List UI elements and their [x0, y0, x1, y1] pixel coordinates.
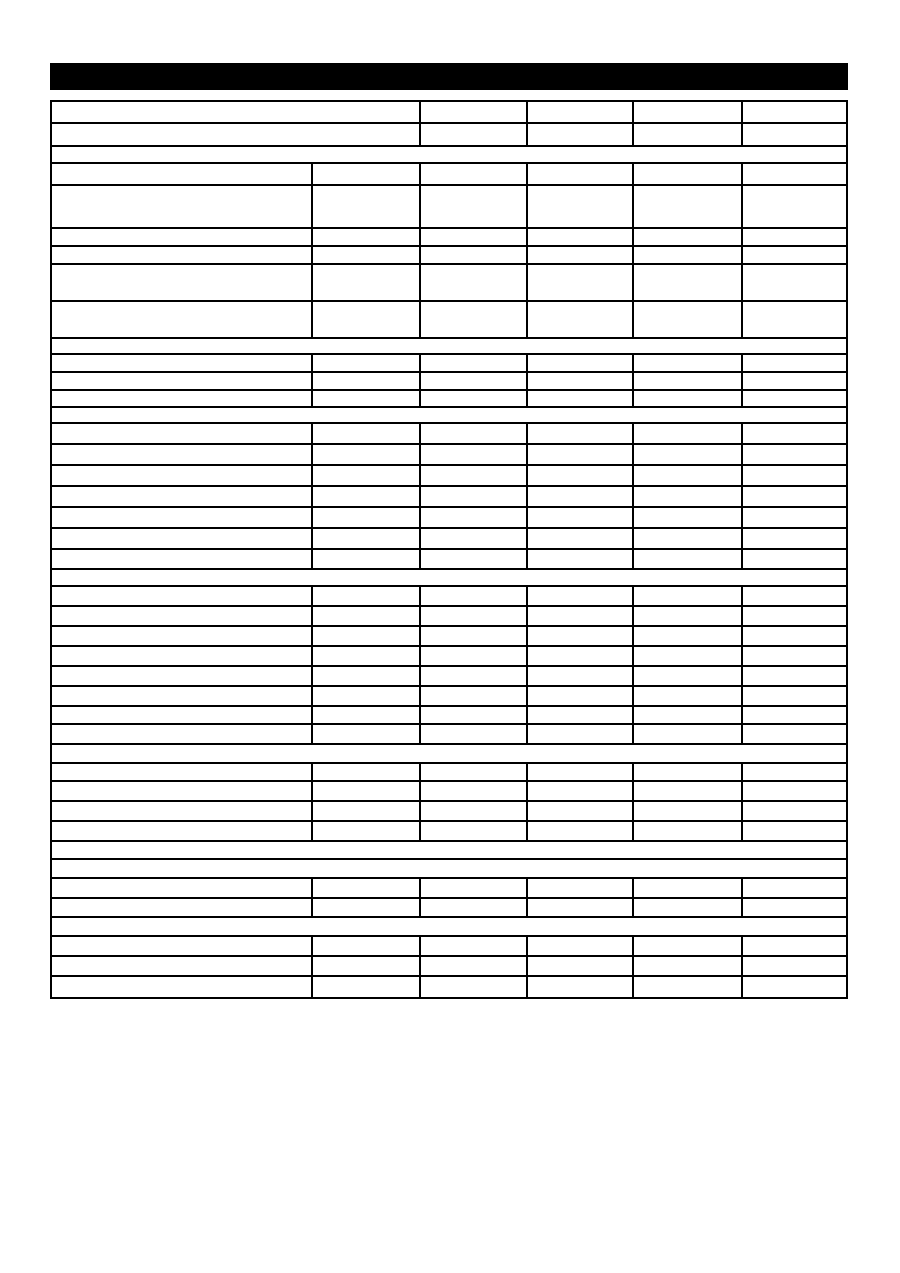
- table-cell: [528, 508, 634, 527]
- table-cell: [313, 229, 421, 245]
- table-cell: [52, 355, 313, 371]
- table-cell: [634, 508, 743, 527]
- table-cell: [52, 124, 421, 145]
- table-cell: [421, 725, 528, 743]
- table-row: [52, 707, 846, 725]
- table-cell: [421, 302, 528, 337]
- table-cell: [528, 802, 634, 820]
- table-row: [52, 487, 846, 508]
- table-cell: [52, 424, 313, 443]
- table-cell: [634, 899, 743, 916]
- table-row: [52, 424, 846, 445]
- table-cell: [421, 782, 528, 800]
- table-cell: [313, 764, 421, 780]
- table-cell: [421, 466, 528, 485]
- table-cell: [634, 782, 743, 800]
- table-row: [52, 587, 846, 607]
- table-cell: [743, 977, 846, 997]
- table-cell: [52, 607, 313, 625]
- table-cell: [313, 529, 421, 548]
- table-cell: [421, 764, 528, 780]
- table-cell: [313, 445, 421, 464]
- table-cell: [313, 822, 421, 840]
- table-cell: [528, 247, 634, 263]
- table-cell: [743, 707, 846, 723]
- table-cell: [528, 957, 634, 975]
- table-cell: [313, 707, 421, 723]
- table-row: [52, 373, 846, 391]
- table-row: [52, 687, 846, 707]
- table-row: [52, 607, 846, 627]
- table-cell: [634, 445, 743, 464]
- table-cell: [634, 627, 743, 645]
- table-row: [52, 229, 846, 247]
- section-divider-row: [52, 918, 846, 937]
- table-cell: [52, 627, 313, 645]
- table-cell: [528, 391, 634, 406]
- section-cell: [52, 745, 846, 762]
- table-row: [52, 879, 846, 899]
- table-row: [52, 445, 846, 466]
- table-row: [52, 725, 846, 745]
- table-cell: [421, 186, 528, 227]
- table-cell: [52, 647, 313, 665]
- table-cell: [313, 627, 421, 645]
- table-cell: [528, 186, 634, 227]
- table-cell: [421, 587, 528, 605]
- table-cell: [528, 550, 634, 568]
- table-cell: [52, 802, 313, 820]
- table-cell: [743, 607, 846, 625]
- table-cell: [528, 725, 634, 743]
- table-row: [52, 627, 846, 647]
- table-cell: [743, 550, 846, 568]
- table-cell: [528, 899, 634, 916]
- table-cell: [528, 782, 634, 800]
- table-cell: [743, 899, 846, 916]
- table-row: [52, 391, 846, 408]
- table-cell: [528, 687, 634, 705]
- table-cell: [634, 802, 743, 820]
- section-cell: [52, 408, 846, 422]
- section-divider-row: [52, 745, 846, 764]
- section-divider-row: [52, 570, 846, 587]
- table-cell: [52, 550, 313, 568]
- table-cell: [313, 373, 421, 389]
- table-cell: [743, 487, 846, 506]
- table-cell: [52, 265, 313, 300]
- table-cell: [313, 355, 421, 371]
- table-cell: [52, 667, 313, 685]
- table-cell: [421, 802, 528, 820]
- table-cell: [313, 302, 421, 337]
- table-cell: [52, 879, 313, 897]
- section-cell: [52, 147, 846, 162]
- table-row: [52, 529, 846, 550]
- table-cell: [743, 687, 846, 705]
- table-cell: [421, 391, 528, 406]
- table-cell: [528, 879, 634, 897]
- table-cell: [528, 373, 634, 389]
- table-cell: [313, 587, 421, 605]
- table-cell: [313, 607, 421, 625]
- table-cell: [743, 782, 846, 800]
- table-cell: [528, 937, 634, 955]
- table-row: [52, 667, 846, 687]
- table-cell: [313, 466, 421, 485]
- table-cell: [528, 764, 634, 780]
- table-cell: [313, 164, 421, 184]
- table-cell: [634, 124, 743, 145]
- table-cell: [743, 424, 846, 443]
- table-cell: [313, 667, 421, 685]
- table-cell: [528, 302, 634, 337]
- table-cell: [634, 687, 743, 705]
- table-cell: [634, 487, 743, 506]
- table-cell: [528, 707, 634, 723]
- table-cell: [743, 355, 846, 371]
- table-cell: [528, 647, 634, 665]
- table-row: [52, 550, 846, 570]
- table-cell: [421, 247, 528, 263]
- table-cell: [421, 607, 528, 625]
- table-cell: [421, 164, 528, 184]
- table-cell: [743, 508, 846, 527]
- table-cell: [52, 445, 313, 464]
- section-cell: [52, 918, 846, 935]
- table-row: [52, 508, 846, 529]
- table-cell: [421, 822, 528, 840]
- table-cell: [743, 647, 846, 665]
- table-cell: [528, 229, 634, 245]
- section-cell: [52, 842, 846, 858]
- table-cell: [52, 822, 313, 840]
- table-cell: [421, 550, 528, 568]
- table-cell: [313, 879, 421, 897]
- table-cell: [52, 957, 313, 975]
- table-cell: [743, 265, 846, 300]
- table-cell: [634, 587, 743, 605]
- table-cell: [421, 265, 528, 300]
- table-cell: [421, 508, 528, 527]
- table-cell: [421, 229, 528, 245]
- table-cell: [313, 977, 421, 997]
- table-cell: [313, 508, 421, 527]
- table-cell: [528, 977, 634, 997]
- table-row: [52, 355, 846, 373]
- table-cell: [528, 607, 634, 625]
- table-cell: [634, 355, 743, 371]
- table-cell: [52, 707, 313, 723]
- table-cell: [528, 487, 634, 506]
- table-cell: [634, 265, 743, 300]
- table-row: [52, 764, 846, 782]
- table-cell: [421, 647, 528, 665]
- table-row: [52, 265, 846, 302]
- table-cell: [421, 445, 528, 464]
- table-cell: [313, 899, 421, 916]
- table-cell: [313, 957, 421, 975]
- table-cell: [421, 707, 528, 723]
- table-cell: [313, 782, 421, 800]
- table-cell: [528, 627, 634, 645]
- table-cell: [634, 229, 743, 245]
- table-row: [52, 247, 846, 265]
- table-cell: [528, 822, 634, 840]
- table-cell: [52, 937, 313, 955]
- table-cell: [52, 529, 313, 548]
- table-cell: [743, 302, 846, 337]
- table-cell: [52, 687, 313, 705]
- table-cell: [743, 373, 846, 389]
- table-cell: [313, 265, 421, 300]
- table-cell: [52, 373, 313, 389]
- table-cell: [52, 508, 313, 527]
- table-cell: [52, 229, 313, 245]
- table-cell: [743, 529, 846, 548]
- table-cell: [743, 186, 846, 227]
- table-row: [52, 302, 846, 339]
- table-cell: [52, 977, 313, 997]
- table-cell: [743, 764, 846, 780]
- table-cell: [52, 186, 313, 227]
- table-cell: [743, 102, 846, 122]
- table-cell: [421, 687, 528, 705]
- table-cell: [313, 391, 421, 406]
- table-cell: [743, 466, 846, 485]
- section-cell: [52, 570, 846, 585]
- table-row: [52, 102, 846, 124]
- table-row: [52, 899, 846, 918]
- table-cell: [52, 487, 313, 506]
- table-cell: [634, 879, 743, 897]
- table-cell: [634, 725, 743, 743]
- redacted-header-bar: [50, 63, 848, 90]
- table-row: [52, 124, 846, 147]
- table-cell: [634, 391, 743, 406]
- table-cell: [634, 607, 743, 625]
- table-row: [52, 937, 846, 957]
- table-cell: [528, 265, 634, 300]
- table-cell: [634, 977, 743, 997]
- table-cell: [634, 764, 743, 780]
- table-cell: [743, 124, 846, 145]
- table-cell: [421, 424, 528, 443]
- section-divider-row: [52, 339, 846, 355]
- table-cell: [743, 229, 846, 245]
- table-cell: [421, 487, 528, 506]
- table-cell: [313, 647, 421, 665]
- table-cell: [743, 879, 846, 897]
- table-cell: [743, 247, 846, 263]
- table-cell: [634, 466, 743, 485]
- table-row: [52, 164, 846, 186]
- table-cell: [743, 627, 846, 645]
- table-cell: [634, 667, 743, 685]
- table-cell: [634, 186, 743, 227]
- table-cell: [421, 899, 528, 916]
- table-cell: [743, 445, 846, 464]
- table-cell: [313, 550, 421, 568]
- table-cell: [634, 373, 743, 389]
- table-cell: [52, 164, 313, 184]
- table-cell: [421, 529, 528, 548]
- table-cell: [52, 899, 313, 916]
- table-row: [52, 957, 846, 977]
- table-cell: [313, 725, 421, 743]
- table-cell: [634, 957, 743, 975]
- table-cell: [313, 186, 421, 227]
- section-divider-row: [52, 147, 846, 164]
- table-cell: [52, 102, 421, 122]
- table-cell: [528, 424, 634, 443]
- section-divider-row: [52, 842, 846, 860]
- table-cell: [528, 164, 634, 184]
- table-cell: [52, 302, 313, 337]
- table-cell: [52, 764, 313, 780]
- table-cell: [313, 487, 421, 506]
- table-cell: [634, 937, 743, 955]
- table-cell: [743, 725, 846, 743]
- table-cell: [743, 587, 846, 605]
- table-cell: [421, 957, 528, 975]
- table-cell: [634, 647, 743, 665]
- table-cell: [421, 373, 528, 389]
- table-cell: [421, 124, 528, 145]
- table-cell: [743, 937, 846, 955]
- table-cell: [634, 302, 743, 337]
- table-row: [52, 466, 846, 487]
- table-cell: [634, 529, 743, 548]
- section-cell: [52, 860, 846, 877]
- table-row: [52, 782, 846, 802]
- table-cell: [634, 707, 743, 723]
- table-cell: [421, 977, 528, 997]
- table-row: [52, 186, 846, 229]
- table-cell: [52, 725, 313, 743]
- table-cell: [634, 164, 743, 184]
- table-cell: [421, 937, 528, 955]
- table-cell: [528, 355, 634, 371]
- table-cell: [528, 124, 634, 145]
- table-cell: [52, 466, 313, 485]
- table-cell: [743, 667, 846, 685]
- table-row: [52, 977, 846, 997]
- table-cell: [743, 391, 846, 406]
- table-cell: [421, 627, 528, 645]
- table-row: [52, 647, 846, 667]
- table-cell: [634, 822, 743, 840]
- table-row: [52, 802, 846, 822]
- table-cell: [743, 164, 846, 184]
- section-cell: [52, 339, 846, 353]
- table-cell: [313, 247, 421, 263]
- table-cell: [313, 424, 421, 443]
- table-cell: [421, 102, 528, 122]
- table-cell: [528, 529, 634, 548]
- table-cell: [634, 424, 743, 443]
- table-cell: [634, 247, 743, 263]
- table-cell: [743, 822, 846, 840]
- table-cell: [528, 466, 634, 485]
- table-cell: [52, 391, 313, 406]
- table-cell: [421, 667, 528, 685]
- table-cell: [52, 587, 313, 605]
- table-cell: [313, 802, 421, 820]
- table-cell: [52, 247, 313, 263]
- table-cell: [743, 957, 846, 975]
- table-row: [52, 822, 846, 842]
- table-cell: [528, 445, 634, 464]
- table-cell: [313, 687, 421, 705]
- table-cell: [743, 802, 846, 820]
- section-divider-row: [52, 408, 846, 424]
- table-cell: [313, 937, 421, 955]
- table-cell: [421, 355, 528, 371]
- table-cell: [52, 782, 313, 800]
- table-cell: [421, 879, 528, 897]
- table-cell: [528, 587, 634, 605]
- table-cell: [528, 667, 634, 685]
- table-cell: [634, 102, 743, 122]
- table-cell: [634, 550, 743, 568]
- table-cell: [528, 102, 634, 122]
- section-divider-row: [52, 860, 846, 879]
- form-table: [50, 100, 848, 999]
